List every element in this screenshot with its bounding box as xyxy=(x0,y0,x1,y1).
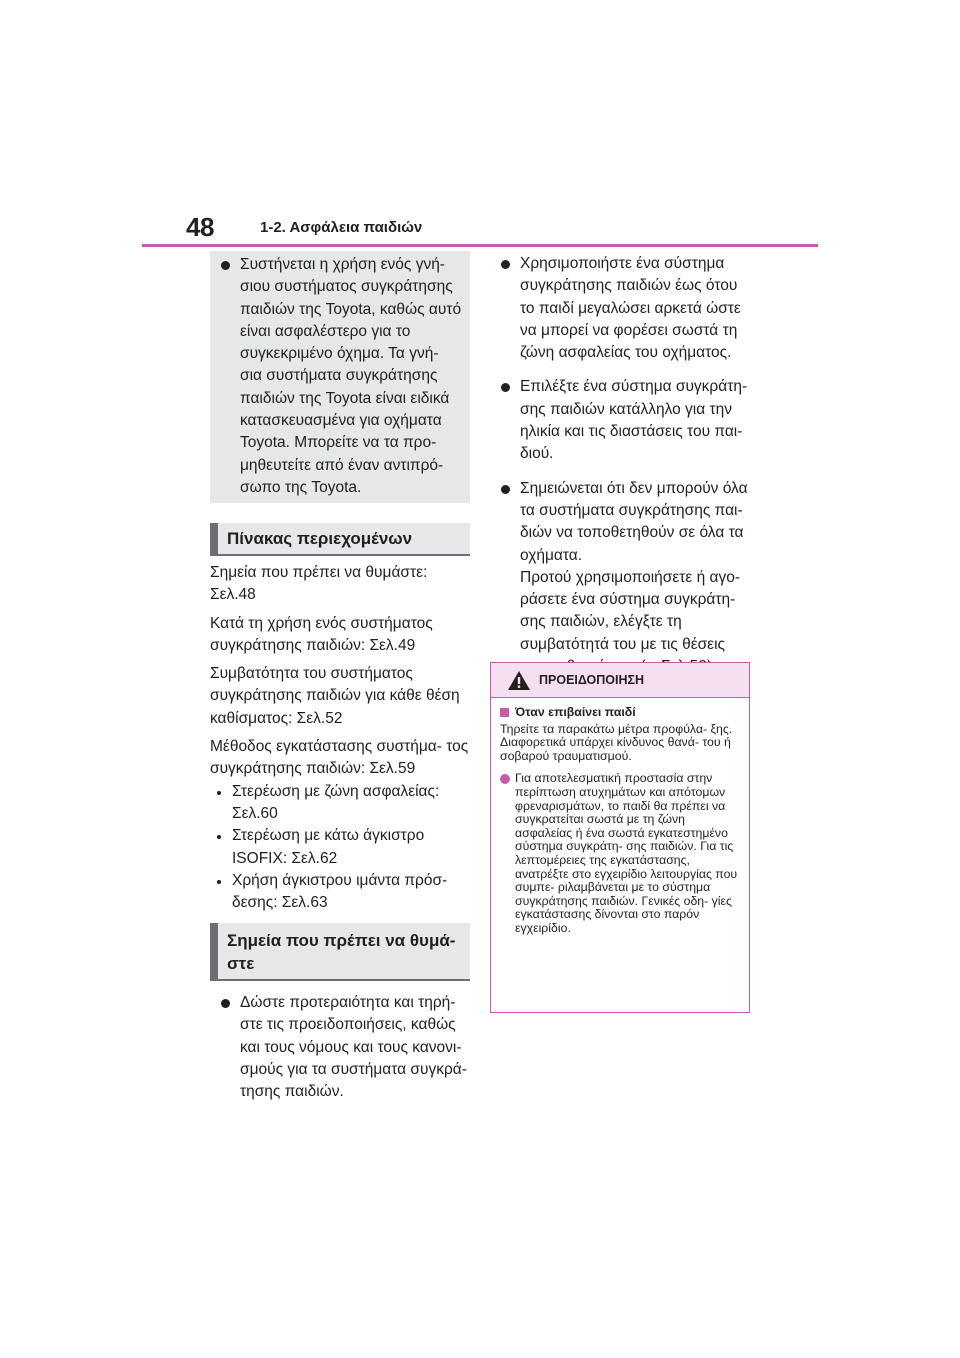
toc-sub-entry[interactable]: Στερέωση με ζώνη ασφαλείας: Σελ.60 xyxy=(210,781,470,826)
remember-heading-text: Σημεία που πρέπει να θυμά- στε xyxy=(227,931,456,973)
bullet-dot-icon xyxy=(217,835,221,839)
toc-list xyxy=(210,562,470,914)
toc-entry[interactable]: Σημεία που πρέπει να θυμάστε: Σελ.48 xyxy=(210,564,428,604)
bullet-dot-icon xyxy=(501,485,510,494)
intro-text: Συστήνεται η χρήση ενός γνή- σιου συστήματος συγκράτησης παιδιών της Toyota, καθώς αυτό είναι ασφαλέστερο για το συγκεκριμένο όχημα. Τα γνή- σια συστήματα συγκράτησης παιδιών της Toyota είναι ειδικά κατασκευασμένα για οχήματα Toyota. Μπορείτε να τα προ- μηθευτείτε από έναν αντιπρό- σωπο της Toyota. xyxy=(240,256,462,496)
circle-bullet-icon xyxy=(500,774,510,784)
right-bullet: Σημειώνεται ότι δεν μπορούν όλα τα συστήματα συγκράτησης παι- διών να τοποθετηθούν σε όλα τα οχήματα. xyxy=(490,478,752,567)
square-bullet-icon xyxy=(500,708,509,717)
section-title: 1-2. Ασφάλεια παιδιών xyxy=(260,219,423,236)
bullet-dot-icon xyxy=(501,260,510,269)
page-number: 48 xyxy=(186,212,214,242)
toc-entry[interactable]: Κατά τη χρήση ενός συστήματος συγκράτησης παιδιών: Σελ.49 xyxy=(210,614,433,654)
bullet-dot-icon xyxy=(221,999,230,1008)
toc-entry[interactable]: Συμβατότητα του συστήματος συγκράτησης παιδιών για κάθε θέση καθίσματος: Σελ.52 xyxy=(210,665,460,727)
toc-sub-entry[interactable]: Χρήση άγκιστρου ιμάντα πρόσ- δεσης: Σελ.63 xyxy=(210,870,470,915)
toc-entry[interactable]: Μέθοδος εγκατάστασης συστήμα- τος συγκράτησης παιδιών: Σελ.59 xyxy=(210,738,469,778)
bullet-dot-icon xyxy=(217,791,221,795)
toc-sub-entry[interactable]: Στερέωση με κάτω άγκιστρο ISOFIX: Σελ.62 xyxy=(210,825,470,870)
warning-text: Τηρείτε τα παρακάτω μέτρα προφύλα- ξης. Διαφορετικά υπάρχει κίνδυνος θανά- του ή σοβαρού τραυματισμού. xyxy=(500,721,733,763)
remember-list xyxy=(210,992,470,1103)
warning-box xyxy=(490,662,750,1013)
intro-bullet xyxy=(210,251,470,499)
warning-subheading: Όταν επιβαίνει παιδί xyxy=(500,706,740,720)
right-continuation: Προτού χρησιμοποιήσετε ή αγο- ράσετε ένα σύστημα συγκράτη- σης παιδιών, ελέγξτε τη συμβατότητά του με τις θέσεις xyxy=(520,568,741,653)
right-bullet: Επιλέξτε ένα σύστημα συγκράτη- σης παιδιών κατάλληλο για την ηλικία και τις διαστάσεις του παι- διού. xyxy=(490,376,752,465)
bullet-dot-icon xyxy=(217,880,221,884)
remember-heading xyxy=(210,923,470,981)
right-bullet: Χρησιμοποιήστε ένα σύστημα συγκράτησης παιδιών έως ότου το παιδί μεγαλώσει αρκετά ώστε να μπορεί να φορέσει σωστά τη ζώνη ασφαλείας του οχήματος. xyxy=(490,253,752,364)
intro-box xyxy=(210,251,470,503)
warning-bullet: Για αποτελεσματική προστασία στην περίπτωση ατυχημάτων και απότομων φρεναρισμάτων, το παιδί θα πρέπει να συγκρατείται σωστά με τη ζώνη ασφαλείας ή ένα σωστά εγκατεστημένο σύστημα συγκράτη- σης παιδιών. Για τις λεπτομέρειες της εγκατάστασης, ανατρέξτε στο εγχειρίδιο λειτουργίας που συμπε- ριλαμβάνεται με το σύστημα συγκράτησης παιδιών. Γενικές οδη- γίες εγκατάστασης δίνονται στο παρόν εγχειρίδιο. xyxy=(500,772,740,935)
header-rule xyxy=(142,244,818,247)
toc-heading-text: Πίνακας περιεχομένων xyxy=(227,529,413,548)
bullet-dot-icon xyxy=(501,383,510,392)
warning-header xyxy=(491,663,749,698)
remember-bullet: Δώστε προτεραιότητα και τηρή- στε τις προειδοποιήσεις, καθώς και τους νόμους και τους κανονι- σμούς για τα συστήματα συγκρά- τησης παιδιών. xyxy=(210,992,470,1103)
bullet-dot-icon xyxy=(221,261,230,270)
right-column xyxy=(490,253,752,678)
toc-heading xyxy=(210,523,470,556)
warning-triangle-icon xyxy=(508,671,530,690)
warning-body xyxy=(491,698,749,936)
warning-title: ΠΡΟΕΙΔΟΠΟΙΗΣΗ xyxy=(539,673,645,687)
